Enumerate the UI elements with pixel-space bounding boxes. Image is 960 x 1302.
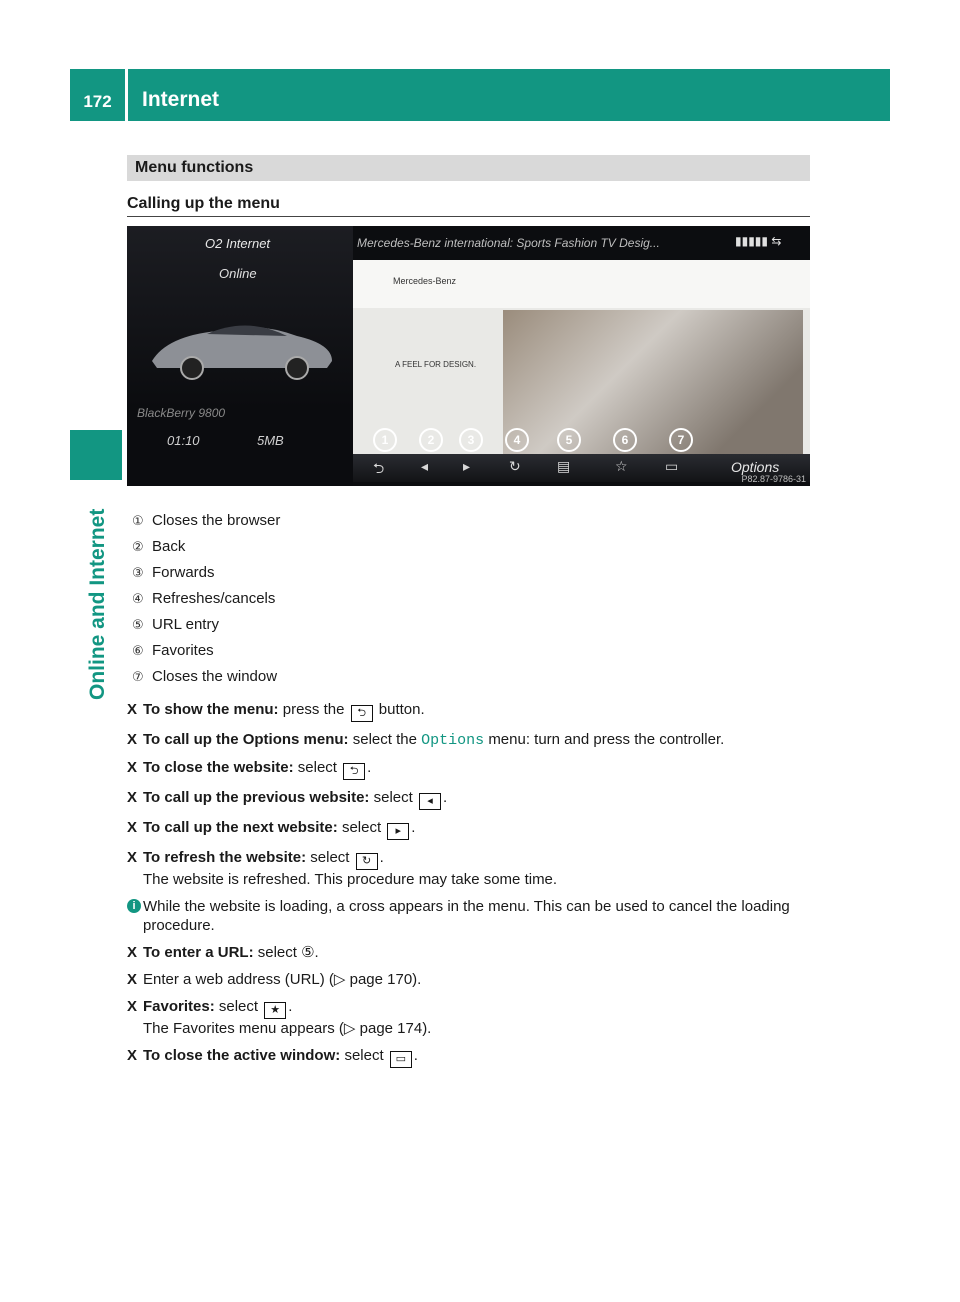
- info-icon: i: [127, 899, 141, 913]
- website-tagline: A FEEL FOR DESIGN.: [395, 360, 477, 369]
- website-title: Mercedes-Benz international: Sports Fashion TV Desig...: [357, 236, 660, 250]
- close-browser-key-icon: ⮌: [343, 763, 365, 780]
- page-title: Internet: [142, 88, 220, 111]
- step: X To call up the previous website: select ◂ .: [127, 788, 817, 810]
- legend-item: ⑤ URL entry: [132, 616, 219, 633]
- chapter-label: Online and Internet: [86, 508, 109, 700]
- step: X To enter a URL: select ⑤.: [127, 944, 319, 961]
- callout-7: 7: [669, 428, 693, 452]
- callout-6: 6: [613, 428, 637, 452]
- back-arrow-key-icon: ◂: [419, 793, 441, 810]
- refresh-icon[interactable]: ↻: [509, 458, 521, 474]
- favorites-icon[interactable]: ☆: [615, 458, 628, 474]
- refresh-key-icon: ↻: [356, 853, 378, 870]
- step: X To call up the Options menu: select the Options menu: turn and press the controller.: [127, 731, 725, 749]
- close-window-key-icon: ▭: [390, 1051, 412, 1068]
- step: X To close the website: select ⮌ .: [127, 758, 817, 780]
- brand-logo: Mercedes-Benz: [393, 276, 457, 286]
- favorites-key-icon: ★: [264, 1002, 286, 1019]
- close-browser-icon[interactable]: ⮌: [373, 460, 385, 476]
- options-button[interactable]: Options: [731, 459, 780, 475]
- subsection-title: Calling up the menu: [127, 195, 280, 212]
- step: X Favorites: select ★ . The Favorites menu appears (▷ page 174).: [127, 998, 432, 1037]
- callout-row: [353, 424, 810, 456]
- forward-arrow-key-icon: ▸: [387, 823, 409, 840]
- section-title: Menu functions: [135, 159, 254, 176]
- forward-icon[interactable]: ▸: [463, 458, 471, 474]
- url-entry-icon[interactable]: ▤: [557, 458, 571, 474]
- provider-title: O2 Internet: [205, 236, 271, 251]
- status-panel: [127, 226, 353, 486]
- step: X To refresh the website: select ↻ . The website is refreshed. This procedure may take some time.: [127, 849, 558, 888]
- info-note: i While the website is loading, a cross appears in the menu. This can be used to cancel the loading procedure.: [127, 897, 817, 935]
- callout-legend: [132, 512, 280, 694]
- step: X To call up the next website: select ▸ .: [127, 818, 817, 840]
- legend-item: ⑦ Closes the window: [132, 668, 278, 685]
- car-image: [147, 306, 337, 386]
- instruction-list: [127, 700, 817, 1076]
- legend-item: ④ Refreshes/cancels: [132, 590, 276, 607]
- subsection-rule: [127, 216, 810, 217]
- callout-4: 4: [505, 428, 529, 452]
- back-icon[interactable]: ◂: [421, 458, 429, 474]
- device-name: BlackBerry 9800: [137, 406, 226, 420]
- signal-icon: ▮▮▮▮▮ ⇆: [735, 234, 782, 248]
- step: X Enter a web address (URL) (▷ page 170).: [127, 971, 422, 988]
- callout-2: 2: [419, 428, 443, 452]
- browser-screenshot: [127, 226, 810, 486]
- callout-5: 5: [557, 428, 581, 452]
- data-volume: 5MB: [257, 433, 284, 448]
- figure-reference: P82.87-9786-31: [741, 474, 806, 484]
- header-divider: [125, 69, 128, 121]
- legend-item: ③ Forwards: [132, 564, 215, 581]
- callout-3: 3: [459, 428, 483, 452]
- legend-item: ② Back: [132, 538, 186, 555]
- legend-item: ① Closes the browser: [132, 512, 281, 529]
- connection-time: 01:10: [167, 433, 200, 448]
- page-number: 172: [83, 92, 112, 111]
- chapter-tab: [70, 430, 122, 480]
- step: X To close the active window: select ▭ .: [127, 1046, 817, 1068]
- back-key-icon: ⮌: [351, 705, 373, 722]
- step: X To show the menu: press the ⮌ button.: [127, 700, 817, 722]
- callout-1: 1: [373, 428, 397, 452]
- legend-item: ⑥ Favorites: [132, 642, 214, 659]
- close-window-icon[interactable]: ▭: [665, 458, 679, 474]
- connection-status: Online: [219, 266, 257, 281]
